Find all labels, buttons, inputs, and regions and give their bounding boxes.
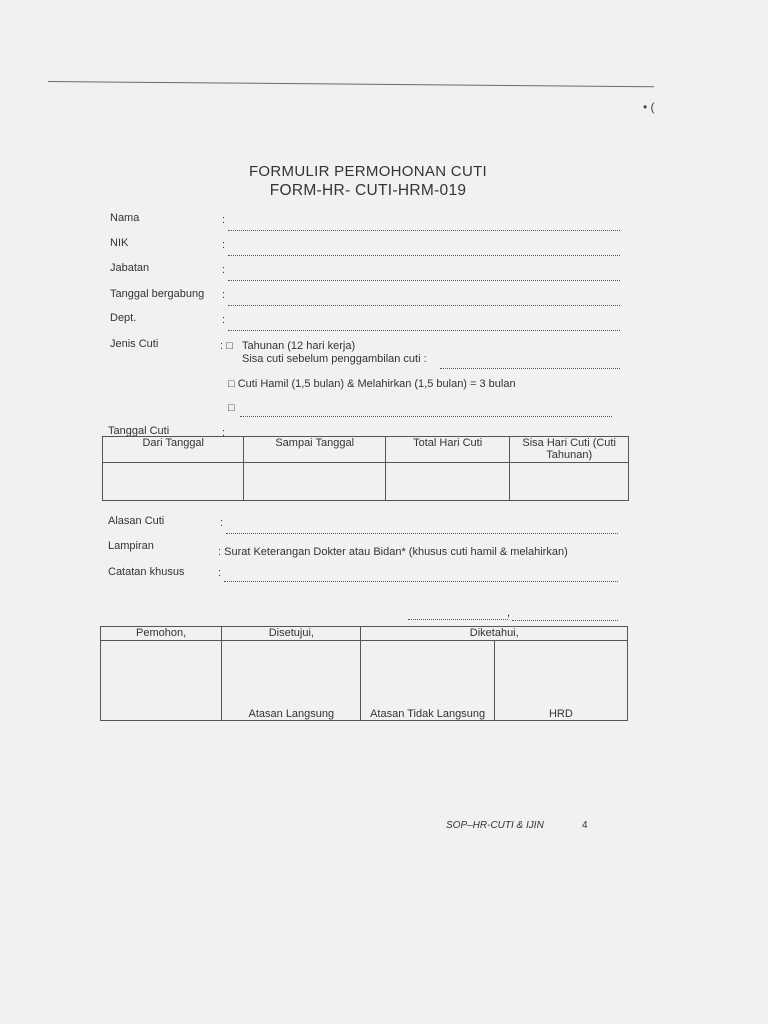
- header-diketahui: Diketahui,: [361, 627, 628, 641]
- label-jabatan: Jabatan: [110, 262, 150, 274]
- alasan-cuti-field[interactable]: [226, 533, 618, 534]
- label-lampiran: Lampiran: [108, 540, 154, 552]
- form-code: FORM-HR- CUTI-HRM-019: [269, 182, 467, 199]
- lampiran-value: : Surat Keterangan Dokter atau Bidan* (khusus cuti hamil & melahirkan): [218, 546, 568, 558]
- date-field[interactable]: [512, 620, 618, 621]
- tanggal-cuti-table: [102, 436, 629, 501]
- signature-atasan-tidak-langsung[interactable]: Atasan Tidak Langsung: [361, 641, 494, 721]
- label-tanggal-bergabung: Tanggal bergabung: [110, 288, 205, 300]
- cell-sampai-tanggal[interactable]: [244, 463, 385, 501]
- cell-sisa-hari[interactable]: [510, 463, 629, 501]
- option-cuti-hamil[interactable]: □ Cuti Hamil (1,5 bulan) & Melahirkan (1,5 bulan) = 3 bulan: [228, 378, 516, 390]
- colon: :: [222, 314, 226, 326]
- header-pemohon: Pemohon,: [101, 627, 222, 641]
- nama-field[interactable]: [228, 230, 620, 231]
- label-jenis-cuti: Jenis Cuti: [110, 338, 159, 350]
- other-cuti-field[interactable]: [240, 416, 612, 417]
- label-dept: Dept.: [110, 312, 137, 324]
- checkbox-tahunan[interactable]: : □: [220, 340, 233, 352]
- signature-hrd[interactable]: HRD: [494, 641, 627, 721]
- form-title: FORMULIR PERMOHONAN CUTI: [248, 163, 488, 180]
- colon: :: [222, 264, 226, 276]
- label-nama: Nama: [110, 212, 140, 224]
- col-dari-tanggal: Dari Tanggal: [103, 437, 244, 463]
- catatan-khusus-field[interactable]: [224, 581, 618, 582]
- date-separator: ,: [507, 607, 511, 619]
- dept-field[interactable]: [228, 330, 620, 331]
- label-nik: NIK: [110, 237, 129, 249]
- jabatan-field[interactable]: [228, 280, 620, 281]
- cell-total-hari[interactable]: [385, 463, 509, 501]
- label-tanggal-cuti: Tanggal Cuti: [108, 425, 170, 437]
- sisa-cuti-field[interactable]: [440, 368, 620, 369]
- colon: :: [222, 239, 226, 251]
- colon: :: [222, 214, 226, 226]
- corner-mark: • (: [643, 100, 655, 114]
- colon: :: [222, 289, 226, 301]
- colon: :: [218, 567, 222, 579]
- checkbox-other[interactable]: □: [228, 402, 235, 414]
- place-field[interactable]: [408, 619, 508, 620]
- tanggal-bergabung-field[interactable]: [228, 305, 620, 306]
- col-sampai-tanggal: Sampai Tanggal: [244, 437, 385, 463]
- label-catatan-khusus: Catatan khusus: [108, 566, 185, 578]
- col-total-hari: Total Hari Cuti: [385, 437, 509, 463]
- header-disetujui: Disetujui,: [222, 627, 361, 641]
- signature-atasan-langsung[interactable]: Atasan Langsung: [222, 641, 361, 721]
- doc-reference: SOP–HR-CUTI & IJIN: [446, 820, 544, 831]
- page-number: 4: [582, 820, 588, 831]
- sisa-cuti-label: Sisa cuti sebelum penggambilan cuti :: [242, 353, 427, 365]
- option-tahunan: Tahunan (12 hari kerja): [242, 340, 356, 352]
- cell-dari-tanggal[interactable]: [103, 463, 244, 501]
- signature-pemohon[interactable]: [101, 641, 222, 721]
- label-alasan-cuti: Alasan Cuti: [108, 515, 165, 527]
- col-sisa-hari: Sisa Hari Cuti (Cuti Tahunan): [510, 437, 629, 463]
- colon: :: [222, 427, 226, 439]
- approval-table: [100, 626, 628, 721]
- nik-field[interactable]: [228, 255, 620, 256]
- header-rule: [48, 81, 654, 87]
- colon: :: [220, 517, 224, 529]
